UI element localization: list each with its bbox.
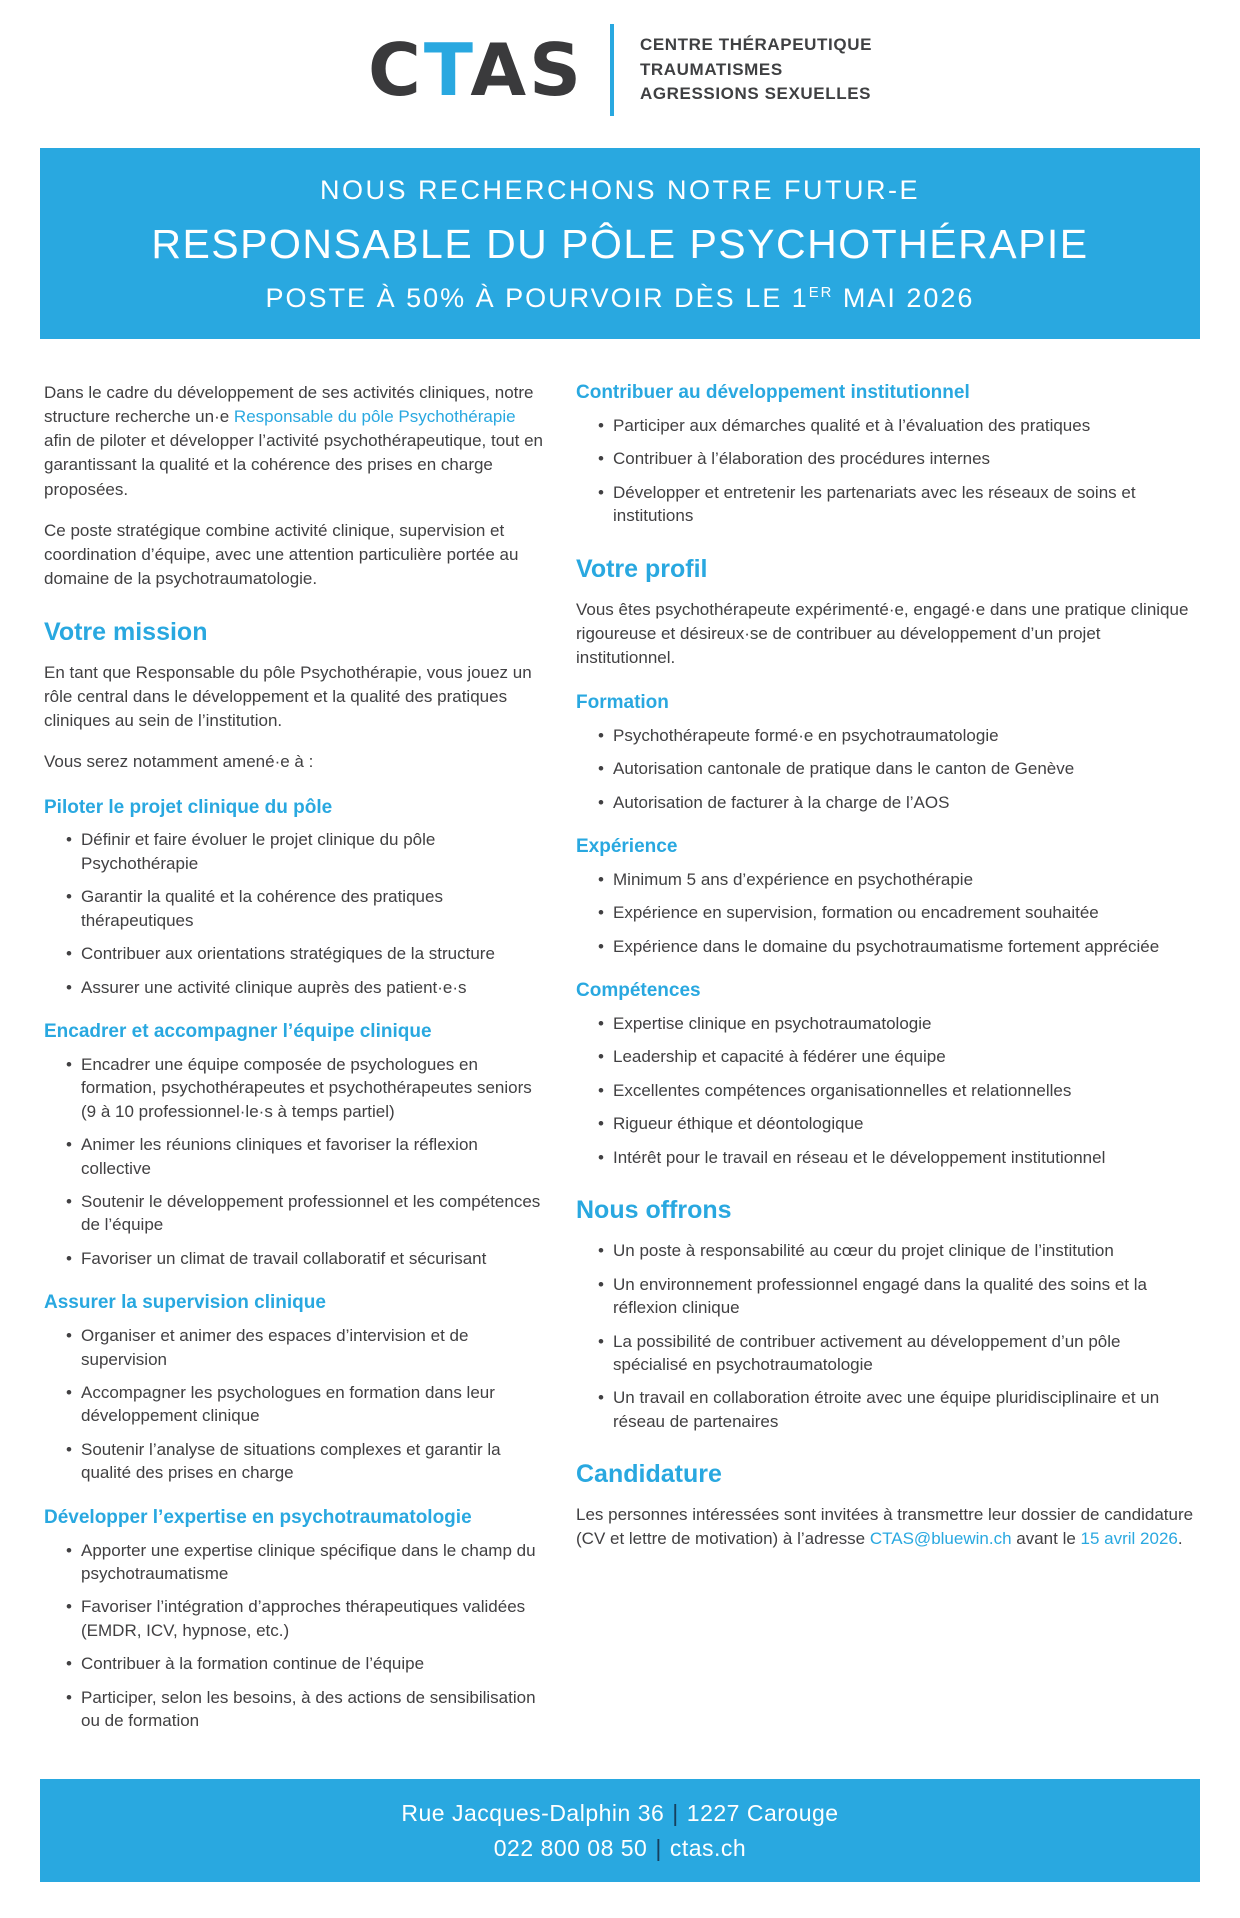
list-item: • Leadership et capacité à fédérer une équipe: [598, 1045, 1196, 1068]
bullet-list-nous-offrons: [576, 1239, 1196, 1433]
bullet-list-developpement-institutionnel: [576, 414, 1196, 528]
list-item: • Contribuer à l’élaboration des procédures internes: [598, 447, 1196, 470]
footer-address-line: [40, 1796, 1200, 1832]
list-item: • Soutenir le développement professionnel et les compétences de l’équipe: [66, 1190, 544, 1237]
intro-text: Dans le cadre du développement de ses activités cliniques, notre structure recherche un·e: [44, 383, 534, 427]
bullet-list-supervision-clinique: [44, 1324, 544, 1485]
right-column: [576, 381, 1196, 1569]
candidature-text-end: .: [1177, 1529, 1183, 1549]
footer-city: 1227 Carouge: [686, 1799, 839, 1826]
list-item: • Animer les réunions cliniques et favoriser la réflexion collective: [66, 1133, 544, 1180]
footer-contact-band: [40, 1779, 1200, 1882]
footer-street-address: Rue Jacques-Dalphin 36: [401, 1799, 665, 1826]
list-item: • Développer et entretenir les partenariats avec les réseaux de soins et institutions: [598, 481, 1196, 528]
list-item: • Psychothérapeute formé·e en psychotraumatologie: [598, 724, 1196, 747]
deadline-date: 15 avril 2026: [1080, 1529, 1178, 1549]
subheading-experience: Expérience: [576, 836, 678, 858]
intro-paragraph-2: Ce poste stratégique combine activité clinique, supervision et coordination d’équipe, avec une attention particulière portée au domaine de la psychotraumatologie.: [44, 520, 519, 588]
tagline-line-2: TRAUMATISMES: [639, 59, 783, 79]
subheading-supervision-clinique: Assurer la supervision clinique: [44, 1292, 326, 1314]
tagline-line-3: AGRESSIONS SEXUELLES: [639, 84, 872, 104]
list-item: • La possibilité de contribuer activement au développement d’un pôle spécialisé en psychotraumatologie: [598, 1330, 1196, 1377]
list-item: • Rigueur éthique et déontologique: [598, 1112, 1196, 1135]
list-item: • Autorisation cantonale de pratique dans le canton de Genève: [598, 757, 1196, 780]
bullet-list-formation: [576, 724, 1196, 814]
footer-phone: 022 800 08 50: [493, 1835, 648, 1862]
list-item: • Organiser et animer des espaces d’intervision et de supervision: [66, 1324, 544, 1371]
banner-line3-text: POSTE À 50% À POURVOIR DÈS LE 1: [265, 283, 809, 313]
profil-paragraph: Vous êtes psychothérapeute expérimenté·e, engagé·e dans une pratique clinique rigoureuse et désireux·se de contribuer au développement d’un projet institutionnel.: [576, 599, 1189, 667]
candidature-paragraph: [576, 1503, 1196, 1551]
footer-contact-line: [40, 1831, 1200, 1867]
bullet-list-piloter-projet: [44, 828, 544, 999]
list-item: • Contribuer à la formation continue de l’équipe: [66, 1652, 544, 1675]
list-item: • Encadrer une équipe composée de psychologues en formation, psychothérapeutes et psychothérapeutes seniors (9 à 10 professionnel·le·s à temps partiel): [66, 1053, 544, 1123]
section-title-nous-offrons: Nous offrons: [576, 1196, 732, 1225]
list-item: • Expertise clinique en psychotraumatologie: [598, 1012, 1196, 1035]
section-title-votre-mission: Votre mission: [44, 618, 208, 646]
bullet-list-experience: [576, 868, 1196, 958]
list-item: • Assurer une activité clinique auprès des patient·e·s: [66, 976, 544, 999]
logo-letter-c: C: [367, 28, 424, 112]
list-item: • Soutenir l’analyse de situations complexes et garantir la qualité des prises en charge: [66, 1438, 544, 1485]
job-title-highlight: Responsable du pôle Psychothérapie: [233, 407, 516, 427]
tagline-line-1: CENTRE THÉRAPEUTIQUE: [639, 35, 873, 55]
bullet-list-expertise-psychotraumatologie: [44, 1539, 544, 1733]
logo-divider: [610, 24, 614, 116]
section-title-votre-profil: Votre profil: [576, 554, 708, 583]
list-item: • Participer, selon les besoins, à des actions de sensibilisation ou de formation: [66, 1686, 544, 1733]
header: [0, 0, 1240, 134]
footer-separator-1: |: [672, 1799, 679, 1826]
mission-paragraph-2: Vous serez notamment amené·e à :: [44, 752, 314, 772]
subheading-competences: Compétences: [576, 980, 701, 1002]
subheading-piloter-projet: Piloter le projet clinique du pôle: [44, 796, 333, 818]
list-item: • Apporter une expertise clinique spécifique dans le champ du psychotraumatisme: [66, 1539, 544, 1586]
banner-line3-superscript: ER: [808, 285, 834, 301]
list-item: • Favoriser l’intégration d’approches thérapeutiques validées (EMDR, ICV, hypnose, etc.): [66, 1595, 544, 1642]
intro-text-after: afin de piloter et développer l’activité psychothérapeutique, tout en garantissant la qualité et la cohérence des prises en charge proposées.: [44, 431, 543, 499]
banner-line3-text-end: MAI 2026: [833, 283, 975, 313]
logo-letters-as: AS: [470, 28, 584, 112]
bullet-list-competences: [576, 1012, 1196, 1169]
email-link[interactable]: CTAS@bluewin.ch: [869, 1529, 1012, 1549]
logo-letter-t-accent: T: [423, 28, 471, 112]
subheading-encadrer-equipe: Encadrer et accompagner l’équipe clinique: [44, 1020, 432, 1042]
bullet-list-encadrer-equipe: [44, 1053, 544, 1271]
list-item: • Un environnement professionnel engagé dans la qualité des soins et la réflexion clinique: [598, 1273, 1196, 1320]
candidature-text: Les personnes intéressées sont invitées à transmettre leur dossier de candidature (CV et lettre de motivation) à l’adresse: [576, 1505, 1194, 1549]
candidature-text-middle: avant le: [1011, 1529, 1081, 1549]
ctas-logo: [367, 28, 584, 112]
main-content: [0, 381, 1240, 1743]
list-item: • Intérêt pour le travail en réseau et le développement institutionnel: [598, 1146, 1196, 1169]
banner-job-title: RESPONSABLE DU PÔLE PSYCHOTHÉRAPIE: [151, 221, 1089, 267]
footer-separator-2: |: [655, 1835, 662, 1862]
subheading-expertise-psychotraumatologie: Développer l’expertise en psychotraumatologie: [44, 1506, 472, 1528]
subheading-formation: Formation: [576, 691, 669, 713]
subheading-developpement-institutionnel: Contribuer au développement institutionnel: [576, 382, 970, 403]
section-title-candidature: Candidature: [576, 1460, 722, 1489]
list-item: • Un travail en collaboration étroite avec une équipe pluridisciplinaire et un réseau de partenaires: [598, 1386, 1196, 1433]
list-item: • Excellentes compétences organisationnelles et relationnelles: [598, 1079, 1196, 1102]
left-column: [44, 381, 544, 1743]
list-item: • Expérience dans le domaine du psychotraumatisme fortement appréciée: [598, 935, 1196, 958]
list-item: • Favoriser un climat de travail collaboratif et sécurisant: [66, 1247, 544, 1270]
intro-paragraph-1: [44, 381, 544, 502]
list-item: • Expérience en supervision, formation ou encadrement souhaitée: [598, 901, 1196, 924]
list-item: • Autorisation de facturer à la charge de l’AOS: [598, 791, 1196, 814]
announcement-banner: [40, 148, 1200, 339]
banner-subtitle: NOUS RECHERCHONS NOTRE FUTUR-E: [319, 175, 920, 205]
list-item: • Un poste à responsabilité au cœur du projet clinique de l’institution: [598, 1239, 1196, 1262]
list-item: • Minimum 5 ans d’expérience en psychothérapie: [598, 868, 1196, 891]
list-item: • Participer aux démarches qualité et à l’évaluation des pratiques: [598, 414, 1196, 437]
list-item: • Accompagner les psychologues en formation dans leur développement clinique: [66, 1381, 544, 1428]
list-item: • Contribuer aux orientations stratégiques de la structure: [66, 942, 544, 965]
list-item: • Garantir la qualité et la cohérence des pratiques thérapeutiques: [66, 885, 544, 932]
logo-tagline: [640, 33, 872, 107]
mission-paragraph-1: En tant que Responsable du pôle Psychothérapie, vous jouez un rôle central dans le développement et la qualité des pratiques cliniques au sein de l’institution.: [44, 663, 532, 731]
banner-position-details: [50, 283, 1190, 314]
list-item: • Définir et faire évoluer le projet clinique du pôle Psychothérapie: [66, 828, 544, 875]
footer-website[interactable]: ctas.ch: [669, 1835, 747, 1862]
